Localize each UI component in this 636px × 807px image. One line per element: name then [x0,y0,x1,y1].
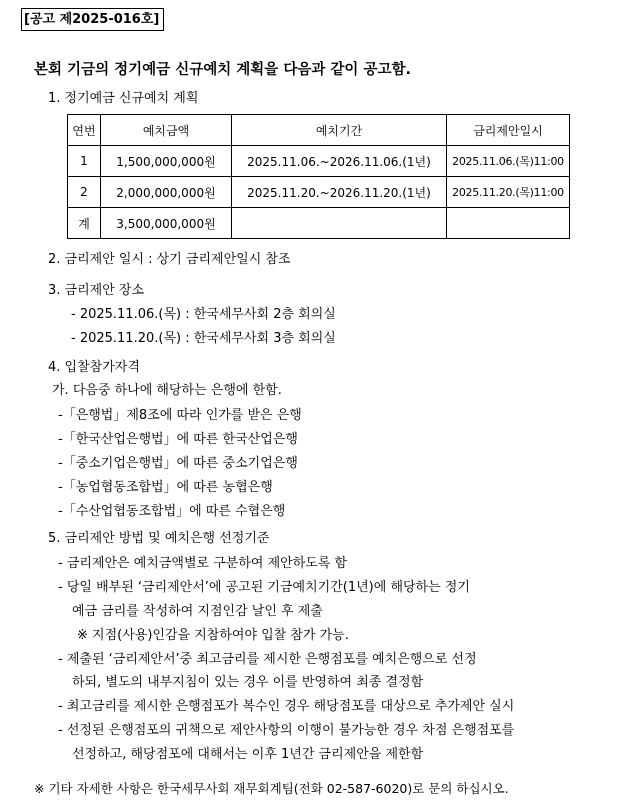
column-header-no: 연번 [68,115,101,146]
table-total-row [68,208,570,239]
section1-heading: 1. 정기예금 신규예치 계획 [48,91,199,106]
total-period-empty [232,208,447,239]
list-item: - 2025.11.20.(목) : 한국세무사회 3층 회의실 [71,331,336,346]
list-item: - 2025.11.06.(목) : 한국세무사회 2층 회의실 [71,307,336,322]
list-item: - 금리제안은 예치금액별로 구분하여 제안하도록 함 [58,556,348,571]
column-header-date: 금리제안일시 [447,115,570,146]
list-item-continuation: 하되, 별도의 내부지침이 있는 경우 이를 반영하여 최종 결정함 [72,675,424,690]
row-no: 2 [68,177,101,208]
row-no: 1 [68,146,101,177]
footer-note: ※ 기타 자세한 사항은 한국세무사회 재무회계팀(전화 02-587-6020)로 문의 하십시오. [34,781,509,796]
table-header-row [68,115,570,146]
row-period: 2025.11.06.~2026.11.06.(1년) [232,146,447,177]
list-item: - 선정된 은행점포의 귀책으로 제안사항의 이행이 불가능한 경우 차점 은행점포를 [58,723,515,738]
row-date: 2025.11.06.(목)11:00 [447,146,570,177]
row-amount: 1,500,000,000원 [101,146,232,177]
column-header-period: 예치기간 [232,115,447,146]
table-row [68,146,570,177]
column-header-amount: 예치금액 [101,115,232,146]
list-item-continuation: 예금 금리를 작성하여 지점인감 날인 후 제출 [72,604,323,619]
section3-heading: 3. 금리제안 장소 [48,283,145,298]
total-date-empty [447,208,570,239]
document-title: 본회 기금의 정기예금 신규예치 계획을 다음과 같이 공고함. [34,62,412,78]
note-item: ※ 지점(사용)인감을 지참하여야 입찰 참가 가능. [77,628,349,643]
total-label: 계 [68,208,101,239]
section5-heading: 5. 금리제안 방법 및 예치은행 선정기준 [48,531,270,546]
list-item: -「농업협동조합법」에 따른 농협은행 [58,480,273,495]
deposit-plan-table [67,114,570,239]
list-item: - 제출된 ‘금리제안서’중 최고금리를 제시한 은행점포를 예치은행으로 선정 [58,652,477,667]
list-item: -「한국산업은행법」에 따른 한국산업은행 [58,432,298,447]
list-item: -「은행법」제8조에 따라 인가를 받은 은행 [58,408,302,423]
section4-heading: 4. 입찰참가자격 [48,360,140,375]
list-item: -「중소기업은행법」에 따른 중소기업은행 [58,456,298,471]
list-item-continuation: 선정하고, 해당점포에 대해서는 이후 1년간 금리제안을 제한함 [72,747,424,762]
row-amount: 2,000,000,000원 [101,177,232,208]
section4-subheading: 가. 다음중 하나에 해당하는 은행에 한함. [52,383,282,398]
list-item: -「수산업협동조합법」에 따른 수협은행 [58,504,286,519]
list-item: - 당일 배부된 ‘금리제안서’에 공고된 기금예치기간(1년)에 해당하는 정기 [58,580,470,595]
row-period: 2025.11.20.~2026.11.20.(1년) [232,177,447,208]
table-row [68,177,570,208]
list-item: - 최고금리를 제시한 은행점포가 복수인 경우 해당점포를 대상으로 추가제안 실시 [58,699,515,714]
total-amount: 3,500,000,000원 [101,208,232,239]
row-date: 2025.11.20.(목)11:00 [447,177,570,208]
notice-number: [공고 제2025-016호] [21,8,164,31]
section2-heading: 2. 금리제안 일시 : 상기 금리제안일시 참조 [48,252,291,267]
